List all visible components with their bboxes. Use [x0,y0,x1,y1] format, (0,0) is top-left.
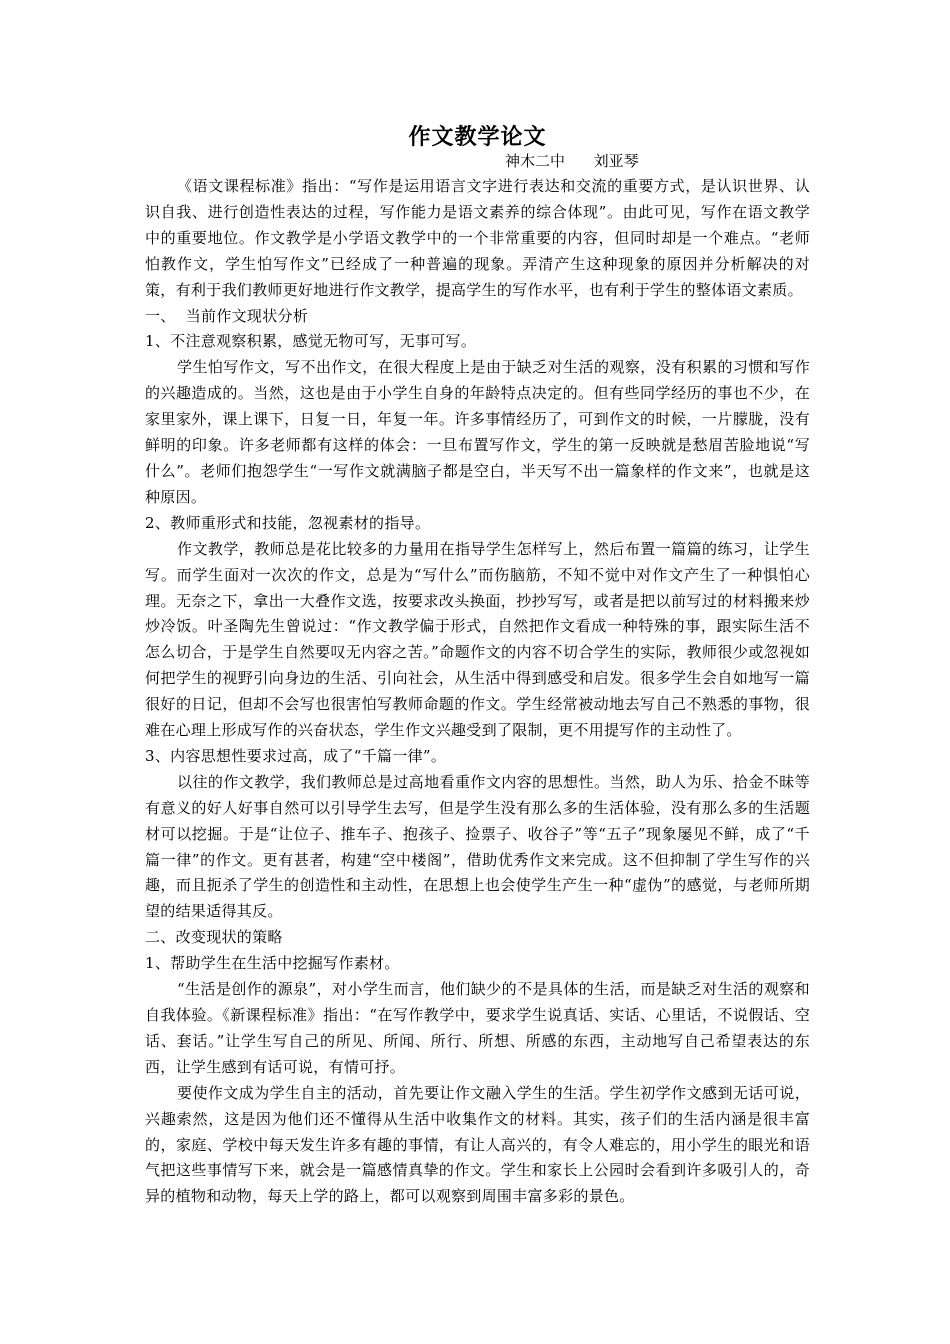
paragraph: 要使作文成为学生自主的活动，首先要让作文融入学生的生活。学生初学作文感到无话可说，兴趣索然，这是因为他们还不懂得从生活中收集作文的材料。其实，孩子们的生活内涵是很丰富的，家庭、学校中每天发生许多有趣的事情，有让人高兴的，有令人难忘的，用小学生的眼光和语气把这些事情写下来，就会是一篇感情真挚的作文。学生和家长上公园时会看到许多吸引人的，奇异的植物和动物，每天上学的路上，都可以观察到周围丰富多彩的景色。 [145,1083,810,1206]
subsection-heading: 3、内容思想性要求过高，成了“千篇一律”。 [145,746,447,765]
document-author: 神木二中 刘亚琴 [505,152,639,170]
paragraph: 作文教学，教师总是花比较多的力量用在指导学生怎样写上，然后布置一篇篇的练习，让学生写。而学生面对一次次的作文，总是为“写什么”而伤脑筋，不知不觉中对作文产生了一种惧怕心理。无奈之下，拿出一大叠作文选，按要求改头换面，抄抄写写，或者是把以前写过的材料搬来炒炒冷饭。叶圣陶先生曾说过：“作文教学偏于形式，自然把作文看成一种特殊的事，跟实际生活不怎么切合，于是学生自然要叹无内容之苦。”命题作文的内容不切合学生的实际，教师很少或忽视如何把学生的视野引向身边的生活、引向社会，从生活中得到感受和启发。很多学生会自如地写一篇很好的日记，但却不会写也很害怕写教师命题的作文。学生经常被动地去写自己不熟悉的事物，很难在心理上形成写作的兴奋状态，学生作文兴趣受到了限制，更不用提写作的主动性了。 [145,539,810,740]
section-heading: 一、 当前作文现状分析 [145,306,309,325]
subsection-heading: 2、教师重形式和技能，忽视素材的指导。 [145,513,431,532]
subsection-heading: 1、不注意观察积累，感觉无物可写，无事可写。 [145,332,477,351]
paragraph: 学生怕写作文，写不出作文，在很大程度上是由于缺乏对生活的观察，没有积累的习惯和写作的兴趣造成的。当然，这也是由于小学生自身的年龄特点决定的。但有些同学经历的事也不少，在家里家外，课上课下，日复一日，年复一年。许多事情经历了，可到作文的时候，一片朦胧，没有鲜明的印象。许多老师都有这样的体会：一旦布置写作文，学生的第一反映就是愁眉苦脸地说“写什么”。老师们抱怨学生“一写作文就满脑子都是空白，半天写不出一篇象样的作文来”，也就是这种原因。 [145,358,810,506]
document-body [145,174,810,1210]
paragraph: “生活是创作的源泉”，对小学生而言，他们缺少的不是具体的生活，而是缺乏对生活的观察和自我体验。《新课程标准》指出：“在写作教学中，要求学生说真话、实话、心里话，不说假话、空话、套话。”让学生写自己的所见、所闻、所行、所想、所感的东西，主动地写自己希望表达的东西，让学生感到有话可说，有情可抒。 [145,980,810,1076]
paragraph: 以往的作文教学，我们教师总是过高地看重作文内容的思想性。当然，助人为乐、拾金不昧等有意义的好人好事自然可以引导学生去写，但是学生没有那么多的生活体验，没有那么多的生活题材可以挖掘。于是“让位子、推车子、抱孩子、捡票子、收谷子”等“五子”现象屡见不鲜，成了“千篇一律”的作文。更有甚者，构建“空中楼阁”，借助优秀作文来完成。这不但抑制了学生写作的兴趣，而且扼杀了学生的创造性和主动性，在思想上也会使学生产生一种“虚伪”的感觉，与老师所期望的结果适得其反。 [145,772,810,921]
document-title: 作文教学论文 [408,124,547,150]
paragraph: 《语文课程标准》指出：“写作是运用语言文字进行表达和交流的重要方式，是认识世界、认识自我、进行创造性表达的过程，写作能力是语文素养的综合体现”。由此可见，写作在语文教学中的重要地位。作文教学是小学语文教学中的一个非常重要的内容，但同时却是一个难点。“老师怕教作文，学生怕写作文”已经成了一种普遍的现象。弄清产生这种现象的原因并分析解决的对策，有利于我们教师更好地进行作文教学，提高学生的写作水平，也有利于学生的整体语文素质。 [145,177,810,299]
section-heading: 二、改变现状的策略 [145,928,283,947]
subsection-heading: 1、帮助学生在生活中挖掘写作素材。 [145,954,400,973]
